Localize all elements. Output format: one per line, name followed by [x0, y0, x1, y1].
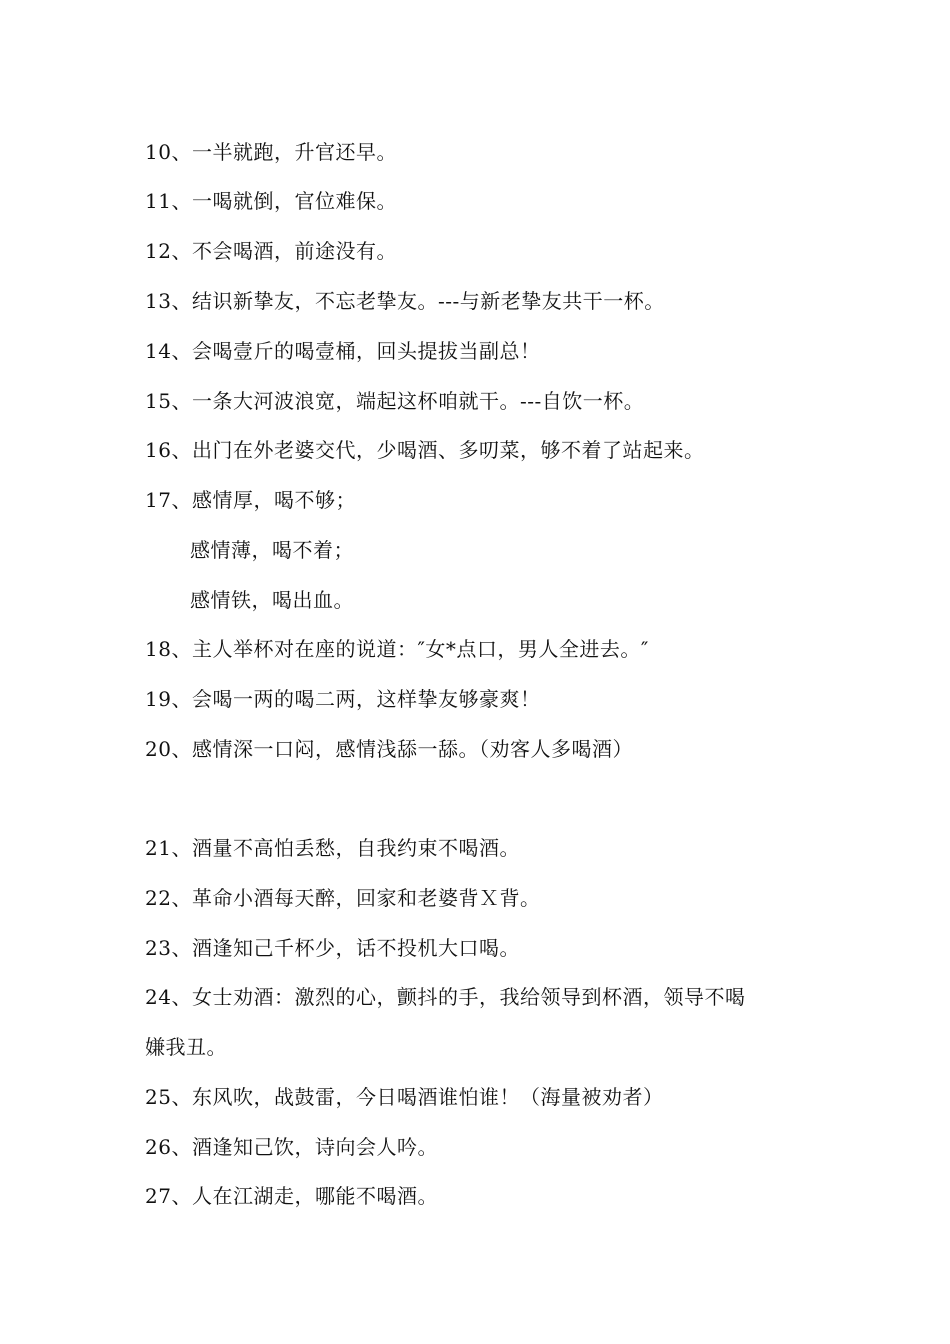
- text-line-17-c: 感情铁，喝出血。: [190, 588, 354, 612]
- text-line-25: 25、东风吹，战鼓雷，今日喝酒谁怕谁！（海量被劝者）: [145, 1085, 664, 1109]
- text-line-24-b: 嫌我丑。: [145, 1035, 227, 1059]
- text-line-20: 20、感情深一口闷，感情浅舔一舔。（劝客人多喝酒）: [145, 737, 633, 761]
- text-line-12: 12、不会喝酒，前途没有。: [145, 239, 397, 263]
- text-line-24: 24、女士劝酒：激烈的心，颤抖的手，我给领导到杯酒，领导不喝: [145, 985, 746, 1009]
- text-line-16: 16、出门在外老婆交代，少喝酒、多叨菜，够不着了站起来。: [145, 438, 705, 462]
- text-line-11: 11、一喝就倒，官位难保。: [145, 189, 397, 213]
- text-line-13: 13、结识新挚友，不忘老挚友。---与新老挚友共干一杯。: [145, 289, 665, 313]
- text-line-22: 22、革命小酒每天醉，回家和老婆背Ｘ背。: [145, 886, 541, 910]
- text-line-14: 14、会喝壹斤的喝壹桶，回头提拔当副总！: [145, 339, 541, 363]
- text-line-17-b: 感情薄，喝不着；: [190, 538, 354, 562]
- text-line-17: 17、感情厚，喝不够；: [145, 488, 356, 512]
- text-line-23: 23、酒逢知己千杯少，话不投机大口喝。: [145, 936, 520, 960]
- text-line-18: 18、主人举杯对在座的说道：″女*点口，男人全进去。″: [145, 637, 649, 661]
- text-line-26: 26、酒逢知己饮，诗向会人吟。: [145, 1135, 438, 1159]
- text-line-27: 27、人在江湖走，哪能不喝酒。: [145, 1184, 438, 1208]
- text-line-19: 19、会喝一两的喝二两，这样挚友够豪爽！: [145, 687, 541, 711]
- text-line-15: 15、一条大河波浪宽，端起这杯咱就干。---自饮一杯。: [145, 389, 645, 413]
- text-line-21: 21、酒量不高怕丢愁，自我约束不喝酒。: [145, 836, 520, 860]
- text-line-10: 10、一半就跑，升官还早。: [145, 140, 397, 164]
